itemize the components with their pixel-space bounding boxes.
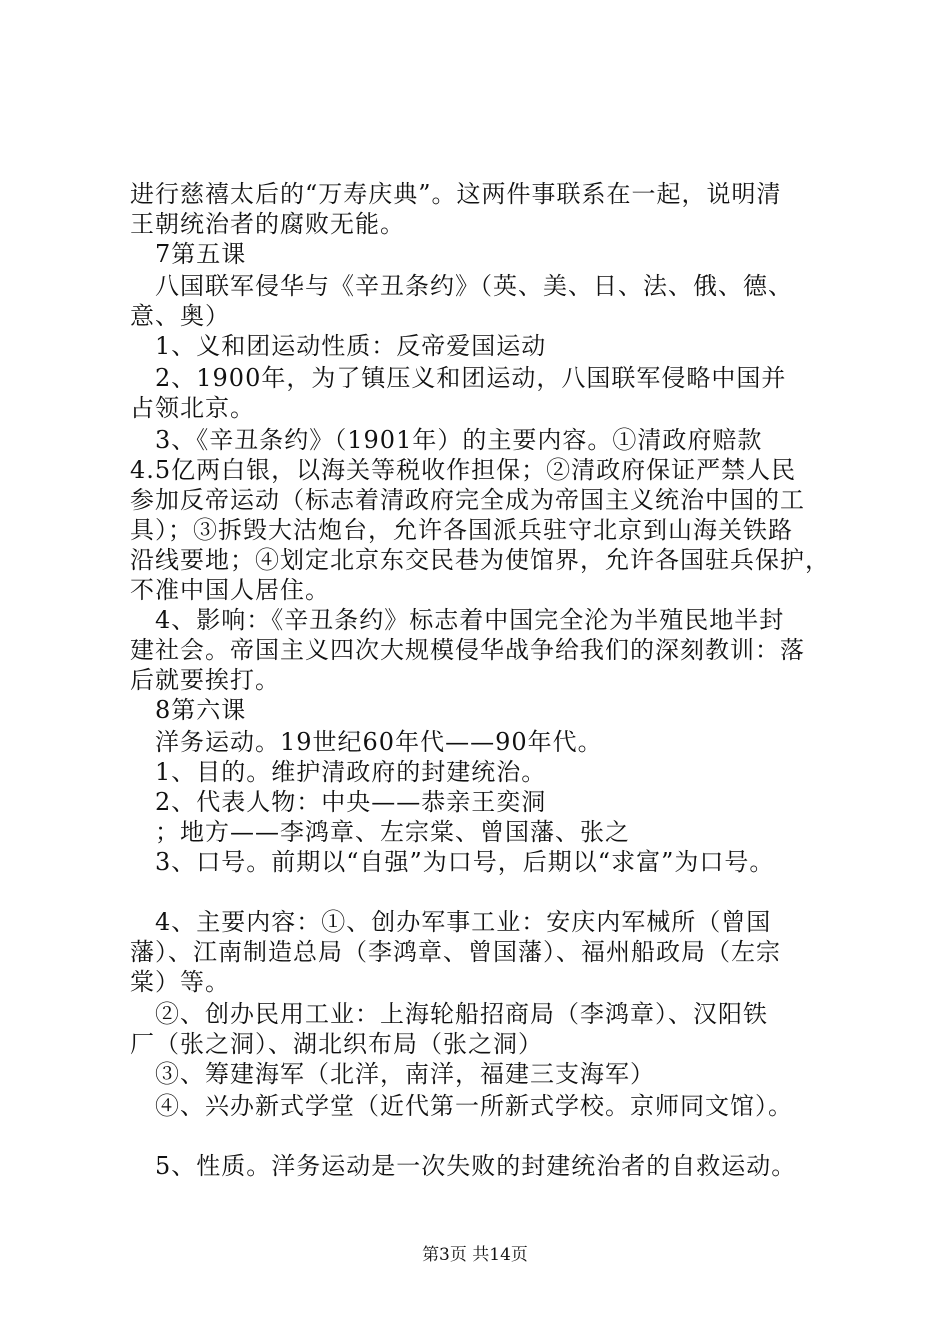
text-line: 藩）、江南制造总局（李鸿章、曾国藩）、福州船政局（左宗 [130, 938, 781, 966]
text-line: 4、影响：《辛丑条约》标志着中国完全沦为半殖民地半封 [130, 606, 785, 634]
text-line: 后就要挨打。 [130, 666, 280, 694]
text-line: 棠）等。 [130, 968, 230, 996]
text-line: 八国联军侵华与《辛丑条约》（英、美、日、法、俄、德、 [130, 272, 793, 300]
text-line: 3、口号。前期以“自强”为口号，后期以“求富”为口号。 [130, 848, 775, 876]
text-line: 2、代表人物：中央——恭亲王奕洞 [130, 788, 547, 816]
text-line: 4、主要内容：①、创办军事工业：安庆内军械所（曾国 [130, 908, 772, 936]
section-heading: 8第六课 [130, 696, 247, 724]
text-line: 厂（张之洞）、湖北织布局（张之洞） [130, 1030, 543, 1058]
text-line: 4.5亿两白银，以海关等税收作担保；②清政府保证严禁人民 [130, 456, 797, 484]
text-line: 沿线要地；④划定北京东交民巷为使馆界，允许各国驻兵保护， [130, 546, 830, 574]
text-line: 5、性质。洋务运动是一次失败的封建统治者的自救运动。 [130, 1152, 797, 1180]
text-line: 3、《辛丑条约》（1901年）的主要内容。①清政府赔款 [130, 426, 763, 454]
text-line: 具）；③拆毁大沽炮台，允许各国派兵驻守北京到山海关铁路 [130, 516, 793, 544]
text-line: 建社会。帝国主义四次大规模侵华战争给我们的深刻教训：落 [130, 636, 805, 664]
text-line: 占领北京。 [130, 394, 255, 422]
page-footer: 第3页 共14页 [422, 1245, 528, 1265]
text-line: ③、筹建海军（北洋，南洋，福建三支海军） [130, 1060, 655, 1088]
text-line: 不准中国人居住。 [130, 576, 330, 604]
text-line: ④、兴办新式学堂（近代第一所新式学校。京师同文馆）。 [130, 1092, 793, 1120]
text-line: 进行慈禧太后的“万寿庆典”。这两件事联系在一起，说明清 [130, 180, 782, 208]
text-line: 1、义和团运动性质：反帝爱国运动 [130, 332, 547, 360]
text-line: ；地方——李鸿章、左宗棠、曾国藩、张之 [130, 818, 630, 846]
text-line: 洋务运动。19世纪60年代——90年代。 [130, 728, 603, 756]
text-line: 王朝统治者的腐败无能。 [130, 210, 405, 238]
text-line: ②、创办民用工业：上海轮船招商局（李鸿章）、汉阳铁 [130, 1000, 768, 1028]
text-line: 1、目的。维护清政府的封建统治。 [130, 758, 547, 786]
text-line: 意、奥） [130, 302, 230, 330]
section-heading: 7第五课 [130, 240, 247, 268]
text-line: 2、1900年，为了镇压义和团运动，八国联军侵略中国并 [130, 364, 787, 392]
text-line: 参加反帝运动（标志着清政府完全成为帝国主义统治中国的工 [130, 486, 805, 514]
